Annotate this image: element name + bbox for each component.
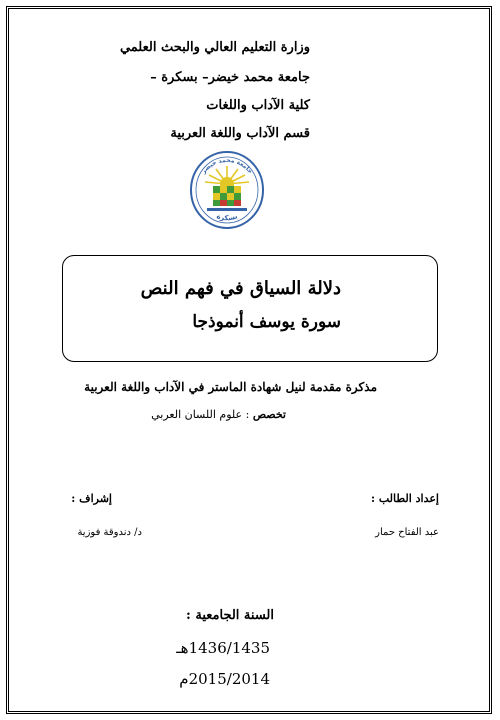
supervisor-name: د/ دندوقة فوزية	[77, 527, 142, 538]
department-line: قسم الآداب واللغة العربية	[170, 126, 310, 141]
thesis-title: دلالة السياق في فهم النص	[140, 278, 341, 299]
logo-top-text: جامعة محمد خيضر	[200, 156, 254, 176]
student-name: عبد الفتاح حمار	[375, 527, 439, 538]
university-logo	[189, 150, 265, 230]
specialty-label: تخصص	[252, 408, 286, 421]
specialty-line	[151, 408, 286, 421]
academic-year-hijri: 1436/1435هـ	[176, 639, 270, 657]
student-label: إعداد الطالب :	[370, 492, 439, 505]
supervisor-label: إشراف :	[71, 492, 112, 505]
faculty-line: كلية الآداب واللغات	[206, 98, 310, 113]
specialty-separator: :	[242, 408, 253, 421]
thesis-subtitle: سورة يوسف أنموذجا	[192, 312, 341, 332]
academic-year-gregorian: 2015/2014م	[179, 670, 270, 688]
university-line: جامعة محمد خيضر– بسكرة –	[150, 70, 310, 85]
title-box	[62, 255, 438, 362]
memo-statement: مذكرة مقدمة لنيل شهادة الماستر في الآداب واللغة العربية	[84, 380, 377, 394]
academic-year-label: السنة الجامعية :	[186, 608, 274, 623]
ministry-line: وزارة التعليم العالي والبحث العلمي	[119, 40, 310, 55]
logo-bottom-text: بسكرة	[215, 212, 239, 223]
specialty-value: علوم اللسان العربي	[151, 408, 243, 421]
